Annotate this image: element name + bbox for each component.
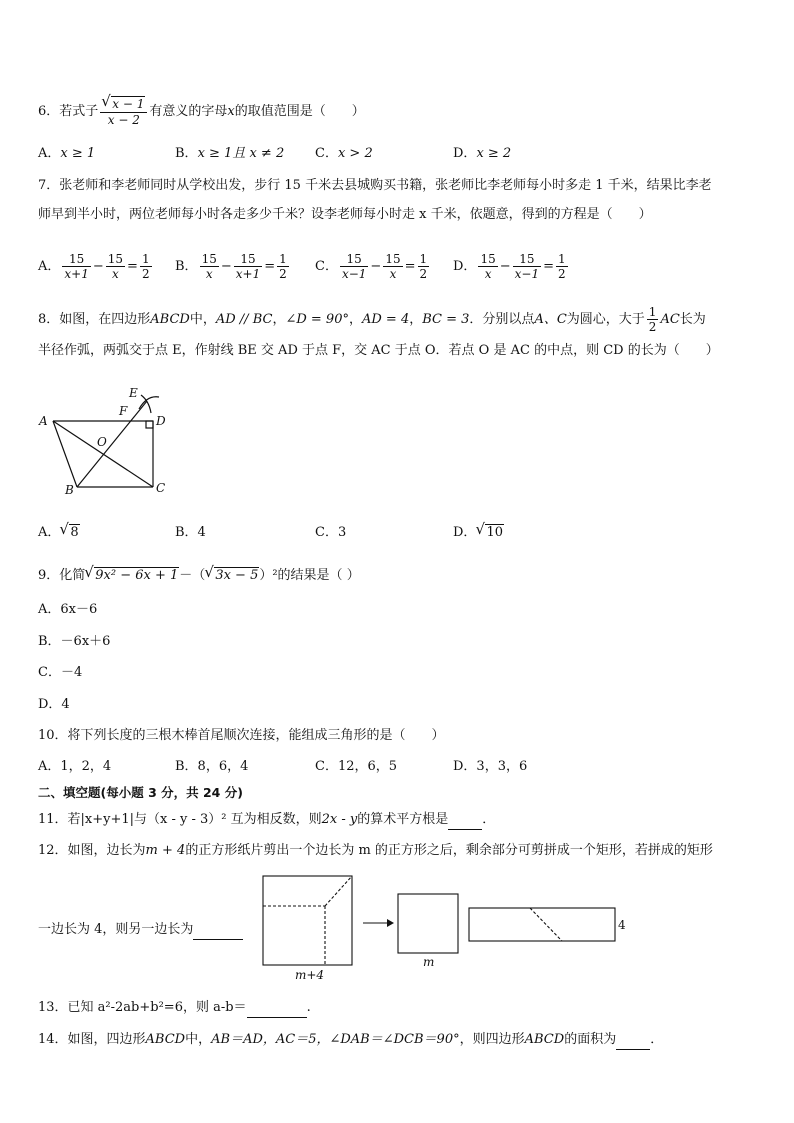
q8-label-b: B [65,483,74,497]
q13-answer-blank[interactable] [247,997,307,1018]
q7-line1: 7．张老师和李老师同时从学校出发，步行 15 千米去县城购买书籍，张老师比李老师每小时多走 1 千米，结果比李老 [38,178,712,193]
q8-option-d[interactable]: D．√ 10 [453,523,504,543]
q9-option-c[interactable]: C．－4 [38,665,83,680]
q12-label-m4: m+4 [295,968,325,982]
q9-radical-2: √ 3x − 5 [214,567,259,583]
q12-rectangle [469,908,615,941]
q6-stem-end: 的取值范围是（ ） [234,104,365,119]
q10-option-d[interactable]: D．3，3，6 [453,759,528,774]
q8-option-b[interactable]: B．4 [175,525,206,540]
q7-option-a[interactable]: A． $\frac{15}{x+1}$ − $\frac{15}{x}$ = $\frac{1}{2}$ [38,252,150,281]
q7-option-b[interactable]: B． $\frac{15}{x}$ − $\frac{15}{x+1}$ = $\frac{1}{2}$ [175,252,287,281]
q8-option-c[interactable]: C．3 [315,525,347,540]
q8-diag-ac [53,421,153,487]
q9-option-d[interactable]: D．4 [38,697,70,712]
q6-option-a[interactable]: A．x ≥ 1 [38,146,96,161]
q7-line2: 师早到半小时，两位老师每小时各走多少千米？设李老师每小时走 x 千米，依题意，得到的方程是（ ） [38,207,652,222]
question-10: 10．将下列长度的三根木棒首尾顺次连接，能组成三角形的是（ ） [38,728,445,743]
question-11: 11．若|x+y+1|与（x - y - 3）² 互为相反数，则2x - y的算术平方根是 ． [38,809,495,830]
q10-option-c[interactable]: C．12，6，5 [315,759,398,774]
q8-line1: 8．如图，在四边形ABCD中，AD // BC，∠D = 90°，AD = 4，BC = 3．分别以点A、C为圆心，大于 $\frac{1}{2}$ AC长为 [38,305,706,334]
q8-right-angle-mark [146,421,153,428]
q12-line1: 12．如图，边长为m + 4的正方形纸片剪出一个边长为 m 的正方形之后，剩余部分可剪拼成一个矩形，若拼成的矩形 [38,843,713,858]
q8-label-d: D [156,414,166,428]
q7-option-c[interactable]: C． $\frac{15}{x-1}$ − $\frac{15}{x}$ = $\frac{1}{2}$ [315,252,428,281]
q6-option-b[interactable]: B．x ≥ 1且 x ≠ 2 [175,146,285,161]
q8-label-f: F [119,404,128,418]
q6-fraction [100,96,147,127]
q12-small-square [398,894,458,953]
q12-label-m: m [423,955,435,969]
q12-answer-blank[interactable] [193,919,243,940]
question-13: 13．已知 a²-2ab+b²=6，则 a-b＝ . [38,997,311,1018]
q8-label-o: O [97,435,107,449]
section-2-title: 二、填空题(每小题 3 分，共 24 分) [38,785,243,800]
q12-rect-cut [530,908,562,941]
q6-option-d[interactable]: D．x ≥ 2 [453,146,512,161]
q10-option-a[interactable]: A．1，2，4 [38,759,112,774]
q6-option-c[interactable]: C．x > 2 [315,146,373,161]
q6-numerator-radical: √ x − 1 [111,96,145,112]
q7-option-d[interactable]: D． $\frac{15}{x}$ − $\frac{15}{x-1}$ = $\frac{1}{2}$ [453,252,566,281]
q9-radical-1: √ 9x² − 6x + 1 [94,567,179,583]
q6-denominator: x − 2 [107,113,140,127]
question-6 [38,96,365,127]
q12-big-square [263,876,352,965]
q9-option-b[interactable]: B．－6x＋6 [38,634,111,649]
q10-option-b[interactable]: B．8，6，4 [175,759,249,774]
q11-answer-blank[interactable] [448,809,482,830]
q12-figure [255,868,635,983]
q8-label-a: A [39,414,48,428]
q6-stem: 6．若式子 [38,104,99,119]
q12-cut-diag [325,876,352,906]
q8-option-a[interactable]: A．√ 8 [38,523,80,543]
q12-arrow-head [387,919,394,927]
q8-label-c: C [156,481,166,495]
q12-line2: 一边长为 4，则另一边长为 [38,919,243,940]
q14-answer-blank[interactable] [616,1029,650,1050]
q8-line2: 半径作弧，两弧交于点 E，作射线 BE 交 AD 于点 F，交 AC 于点 O．若点 O 是 AC 的中点，则 CD 的长为（ ） [38,343,719,358]
q8-label-e: E [129,386,138,400]
question-9: 9．化简√ 9x² − 6x + 1－（√ 3x − 5）²的结果是（ ） [38,566,360,586]
q6-stem-mid: 有意义的字母 [149,104,228,119]
q6-var: x [227,104,235,119]
q9-option-a[interactable]: A．6x－6 [38,602,98,617]
q8-figure [35,383,175,498]
question-14: 14．如图，四边形ABCD中，AB＝AD，AC＝5，∠DAB＝∠DCB＝90°，则四边形ABCD的面积为 ． [38,1029,663,1050]
q8-edge-ba [53,421,77,487]
q12-label-4: 4 [618,918,626,932]
